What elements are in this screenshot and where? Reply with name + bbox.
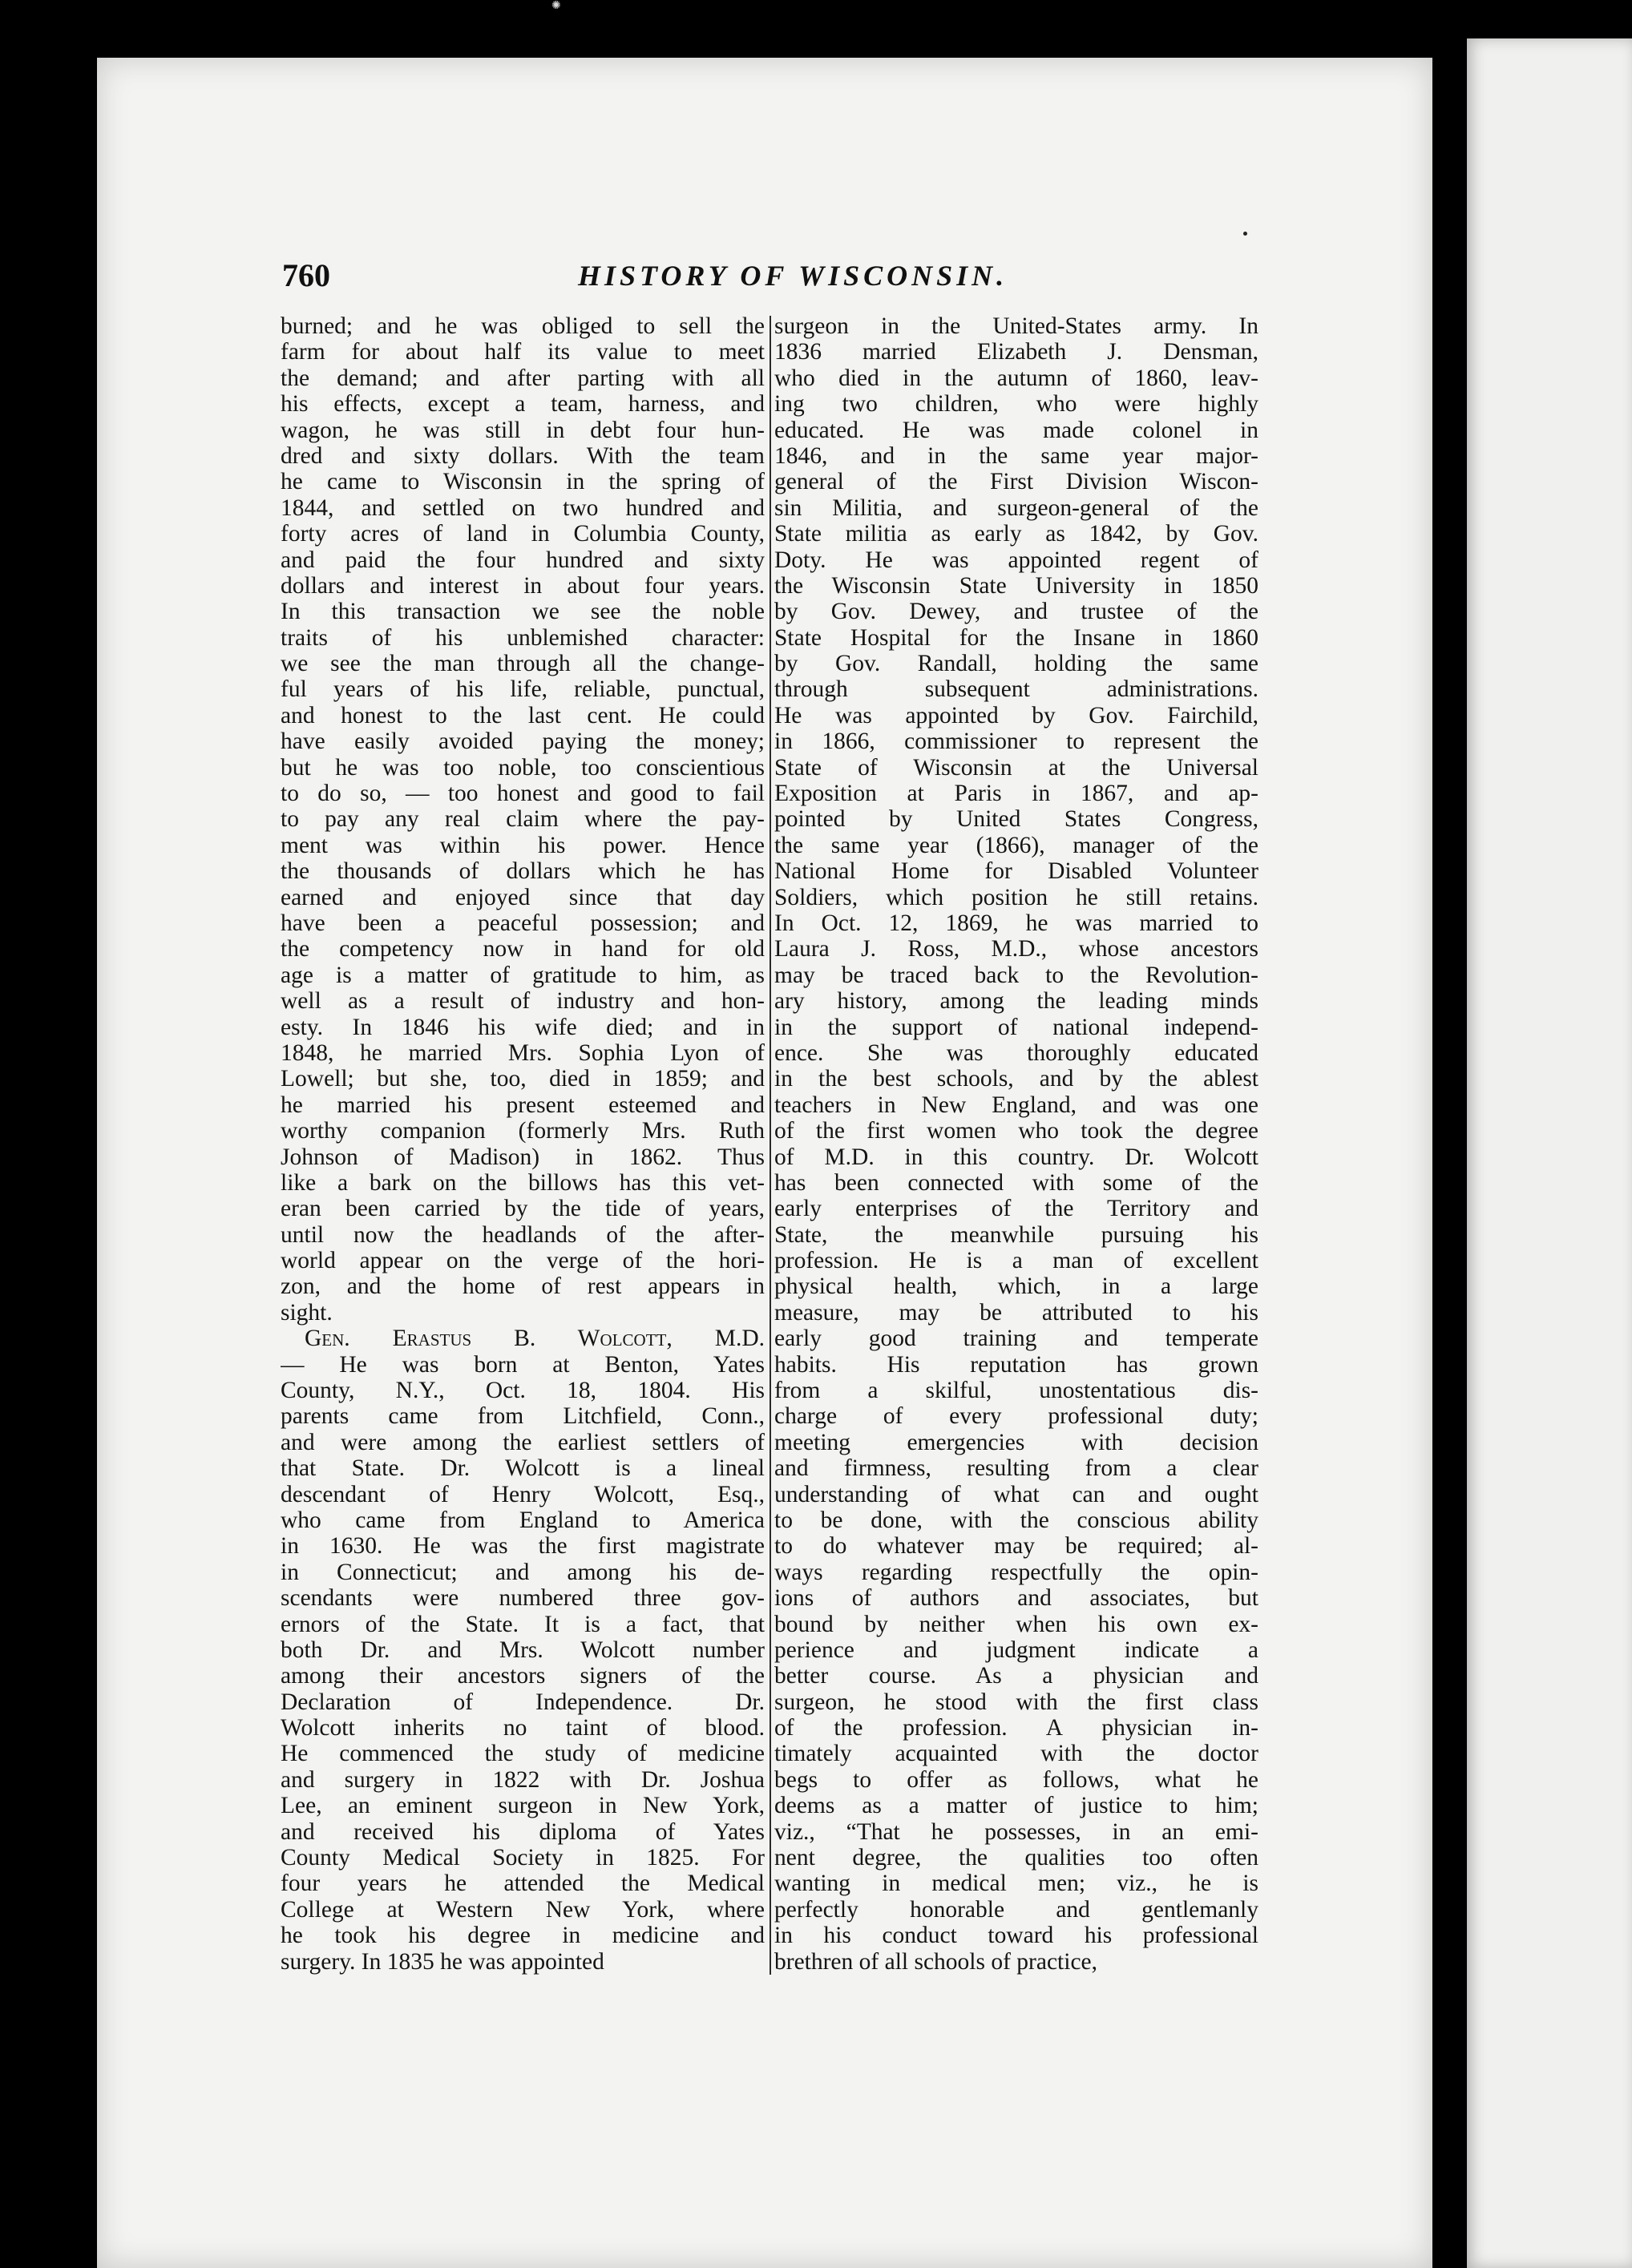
text-line: Wolcott inherits no taint of blood. (281, 1715, 765, 1741)
text-line: scendants were numbered three gov- (281, 1585, 765, 1612)
text-line: brethren of all schools of practice, (774, 1948, 1098, 1975)
text-line: eran been carried by the tide of years, (281, 1196, 765, 1222)
text-line: profession. He is a man of excellent (774, 1248, 1258, 1274)
text-line: four years he attended the Medical (281, 1870, 765, 1897)
text-line: College at Western New York, where (281, 1896, 765, 1923)
text-line: burned; and he was obliged to sell the (281, 313, 765, 339)
text-line: 1846, and in the same year major- (774, 442, 1258, 469)
text-line: his effects, except a team, harness, and (281, 391, 765, 418)
text-line: Doty. He was appointed regent of (774, 547, 1258, 573)
text-line: the thousands of dollars which he has (281, 858, 765, 885)
text-line: we see the man through all the change- (281, 651, 765, 677)
text-line: to do whatever may be required; al- (774, 1533, 1258, 1560)
scan-mark-icon: ✺ (551, 0, 561, 12)
text-line: In Oct. 12, 1869, he was married to (774, 910, 1258, 936)
text-line: timately acquainted with the doctor (774, 1741, 1258, 1767)
text-line: that State. Dr. Wolcott is a lineal (281, 1455, 765, 1482)
text-line: charge of every professional duty; (774, 1403, 1258, 1430)
text-line: ary history, among the leading minds (774, 988, 1258, 1015)
text-line: ions of authors and associates, but (774, 1585, 1258, 1612)
text-line: world appear on the verge of the hori- (281, 1248, 765, 1274)
text-line: County Medical Society in 1825. For (281, 1845, 765, 1871)
text-line: State of Wisconsin at the Universal (774, 754, 1258, 781)
text-line: of the first women who took the degree (774, 1118, 1258, 1144)
text-line: State, the meanwhile pursuing his (774, 1221, 1258, 1248)
text-line: of the profession. A physician in- (774, 1715, 1258, 1741)
text-line: in 1866, commissioner to represent the (774, 728, 1258, 755)
text-line: he came to Wisconsin in the spring of (281, 469, 765, 495)
text-line: and surgery in 1822 with Dr. Joshua (281, 1766, 765, 1793)
text-line: 1836 married Elizabeth J. Densman, (774, 339, 1258, 365)
text-line: of M.D. in this country. Dr. Wolcott (774, 1144, 1258, 1170)
text-line: Gen. Erastus B. Wolcott, M.D. (305, 1326, 765, 1352)
text-line: surgeon, he stood with the first class (774, 1689, 1258, 1715)
text-line: begs to offer as follows, what he (774, 1766, 1258, 1793)
text-line: forty acres of land in Columbia County, (281, 521, 765, 547)
text-line: and received his diploma of Yates (281, 1818, 765, 1845)
page-number: 760 (282, 257, 330, 293)
text-line: viz., “That he possesses, in an emi- (774, 1818, 1258, 1845)
text-line: wanting in medical men; viz., he is (774, 1870, 1258, 1897)
text-line: physical health, which, in a large (774, 1273, 1258, 1300)
text-line: esty. In 1846 his wife died; and in (281, 1014, 765, 1040)
text-line: have been a peaceful possession; and (281, 910, 765, 936)
text-line: dollars and interest in about four years. (281, 572, 765, 599)
text-line: may be traced back to the Revolution- (774, 962, 1258, 988)
text-line: zon, and the home of rest appears in (281, 1273, 765, 1300)
text-line: wagon, he was still in debt four hun- (281, 417, 765, 443)
text-line: educated. He was made colonel in (774, 417, 1258, 443)
text-line: worthy companion (formerly Mrs. Ruth (281, 1118, 765, 1144)
text-line: ence. She was thoroughly educated (774, 1039, 1258, 1066)
text-line: County, N.Y., Oct. 18, 1804. His (281, 1378, 765, 1404)
text-line: Laura J. Ross, M.D., whose ancestors (774, 936, 1258, 962)
text-line: in his conduct toward his professional (774, 1923, 1258, 1949)
text-line: — He was born at Benton, Yates (281, 1351, 765, 1378)
text-line: to be done, with the conscious ability (774, 1507, 1258, 1533)
text-line: he married his present esteemed and (281, 1092, 765, 1118)
text-line: meeting emergencies with decision (774, 1429, 1258, 1455)
text-line: nent degree, the qualities too often (774, 1845, 1258, 1871)
text-line: perfectly honorable and gentlemanly (774, 1896, 1258, 1923)
text-line: to do so, — too honest and good to fail (281, 781, 765, 807)
text-line: and paid the four hundred and sixty (281, 547, 765, 573)
text-line: the Wisconsin State University in 1850 (774, 572, 1258, 599)
text-line: but he was too noble, too conscientious (281, 754, 765, 781)
text-line: who died in the autumn of 1860, leav- (774, 365, 1258, 391)
text-line: has been connected with some of the (774, 1169, 1258, 1196)
text-line: to pay any real claim where the pay- (281, 806, 765, 833)
ink-dot (1243, 232, 1247, 236)
text-line: bound by neither when his own ex- (774, 1611, 1258, 1637)
text-line: He was appointed by Gov. Fairchild, (774, 702, 1258, 728)
text-line: in the support of national independ- (774, 1014, 1258, 1040)
text-line: better course. As a physician and (774, 1663, 1258, 1689)
text-line: Johnson of Madison) in 1862. Thus (281, 1144, 765, 1170)
text-line: the demand; and after parting with all (281, 365, 765, 391)
text-line: like a bark on the billows has this vet- (281, 1169, 765, 1196)
text-line: early good training and temperate (774, 1326, 1258, 1352)
text-line: Soldiers, which position he still retains. (774, 884, 1258, 910)
text-line: and were among the earliest settlers of (281, 1429, 765, 1455)
running-title: HISTORY OF WISCONSIN. (578, 260, 1008, 292)
text-line: descendant of Henry Wolcott, Esq., (281, 1481, 765, 1507)
column-divider (770, 316, 771, 1975)
text-line: understanding of what can and ought (774, 1481, 1258, 1507)
text-line: who came from England to America (281, 1507, 765, 1533)
text-line: deems as a matter of justice to him; (774, 1793, 1258, 1819)
text-line: 1844, and settled on two hundred and (281, 494, 765, 521)
text-line: surgeon in the United-States army. In (774, 313, 1258, 339)
text-line: 1848, he married Mrs. Sophia Lyon of (281, 1039, 765, 1066)
text-line: by Gov. Randall, holding the same (774, 651, 1258, 677)
text-line: farm for about half its value to meet (281, 339, 765, 365)
text-line: ment was within his power. Hence (281, 832, 765, 858)
text-line: pointed by United States Congress, (774, 806, 1258, 833)
text-line: and firmness, resulting from a clear (774, 1455, 1258, 1482)
text-line: and honest to the last cent. He could (281, 702, 765, 728)
text-line: by Gov. Dewey, and trustee of the (774, 599, 1258, 625)
text-line: both Dr. and Mrs. Wolcott number (281, 1636, 765, 1663)
text-line: traits of his unblemished character: (281, 624, 765, 651)
text-line: through subsequent administrations. (774, 676, 1258, 703)
adjacent-page-edge (1467, 38, 1632, 2268)
text-line: habits. His reputation has grown (774, 1351, 1258, 1378)
text-line: ernors of the State. It is a fact, that (281, 1611, 765, 1637)
right-text-column (774, 313, 1258, 1975)
text-line: he took his degree in medicine and (281, 1923, 765, 1949)
text-line: dred and sixty dollars. With the team (281, 442, 765, 469)
text-line: Exposition at Paris in 1867, and ap- (774, 781, 1258, 807)
text-line: State militia as early as 1842, by Gov. (774, 521, 1258, 547)
text-line: in the best schools, and by the ablest (774, 1066, 1258, 1092)
text-line: He commenced the study of medicine (281, 1741, 765, 1767)
text-line: general of the First Division Wiscon- (774, 469, 1258, 495)
text-line: perience and judgment indicate a (774, 1636, 1258, 1663)
text-line: ful years of his life, reliable, punctual, (281, 676, 765, 703)
text-line: surgery. In 1835 he was appointed (281, 1948, 604, 1975)
text-line: In this transaction we see the noble (281, 599, 765, 625)
text-line: earned and enjoyed since that day (281, 884, 765, 910)
text-line: in 1630. He was the first magistrate (281, 1533, 765, 1560)
text-line: have easily avoided paying the money; (281, 728, 765, 755)
page-header (282, 255, 1260, 297)
text-line: in Connecticut; and among his de- (281, 1559, 765, 1585)
text-line: Lowell; but she, too, died in 1859; and (281, 1066, 765, 1092)
text-line: State Hospital for the Insane in 1860 (774, 624, 1258, 651)
text-line: sin Militia, and surgeon-general of the (774, 494, 1258, 521)
text-line: Lee, an eminent surgeon in New York, (281, 1793, 765, 1819)
text-line: from a skilful, unostentatious dis- (774, 1378, 1258, 1404)
text-line: age is a matter of gratitude to him, as (281, 962, 765, 988)
text-line: the competency now in hand for old (281, 936, 765, 962)
text-line: until now the headlands of the after- (281, 1221, 765, 1248)
text-line: well as a result of industry and hon- (281, 988, 765, 1015)
text-line: the same year (1866), manager of the (774, 832, 1258, 858)
text-line: early enterprises of the Territory and (774, 1196, 1258, 1222)
left-text-column (281, 313, 765, 1975)
text-line: parents came from Litchfield, Conn., (281, 1403, 765, 1430)
text-line: ing two children, who were highly (774, 391, 1258, 418)
text-line: ways regarding respectfully the opin- (774, 1559, 1258, 1585)
text-line: Declaration of Independence. Dr. (281, 1689, 765, 1715)
text-line: among their ancestors signers of the (281, 1663, 765, 1689)
text-line: National Home for Disabled Volunteer (774, 858, 1258, 885)
text-line: sight. (281, 1299, 333, 1326)
text-line: teachers in New England, and was one (774, 1092, 1258, 1118)
text-line: measure, may be attributed to his (774, 1299, 1258, 1326)
